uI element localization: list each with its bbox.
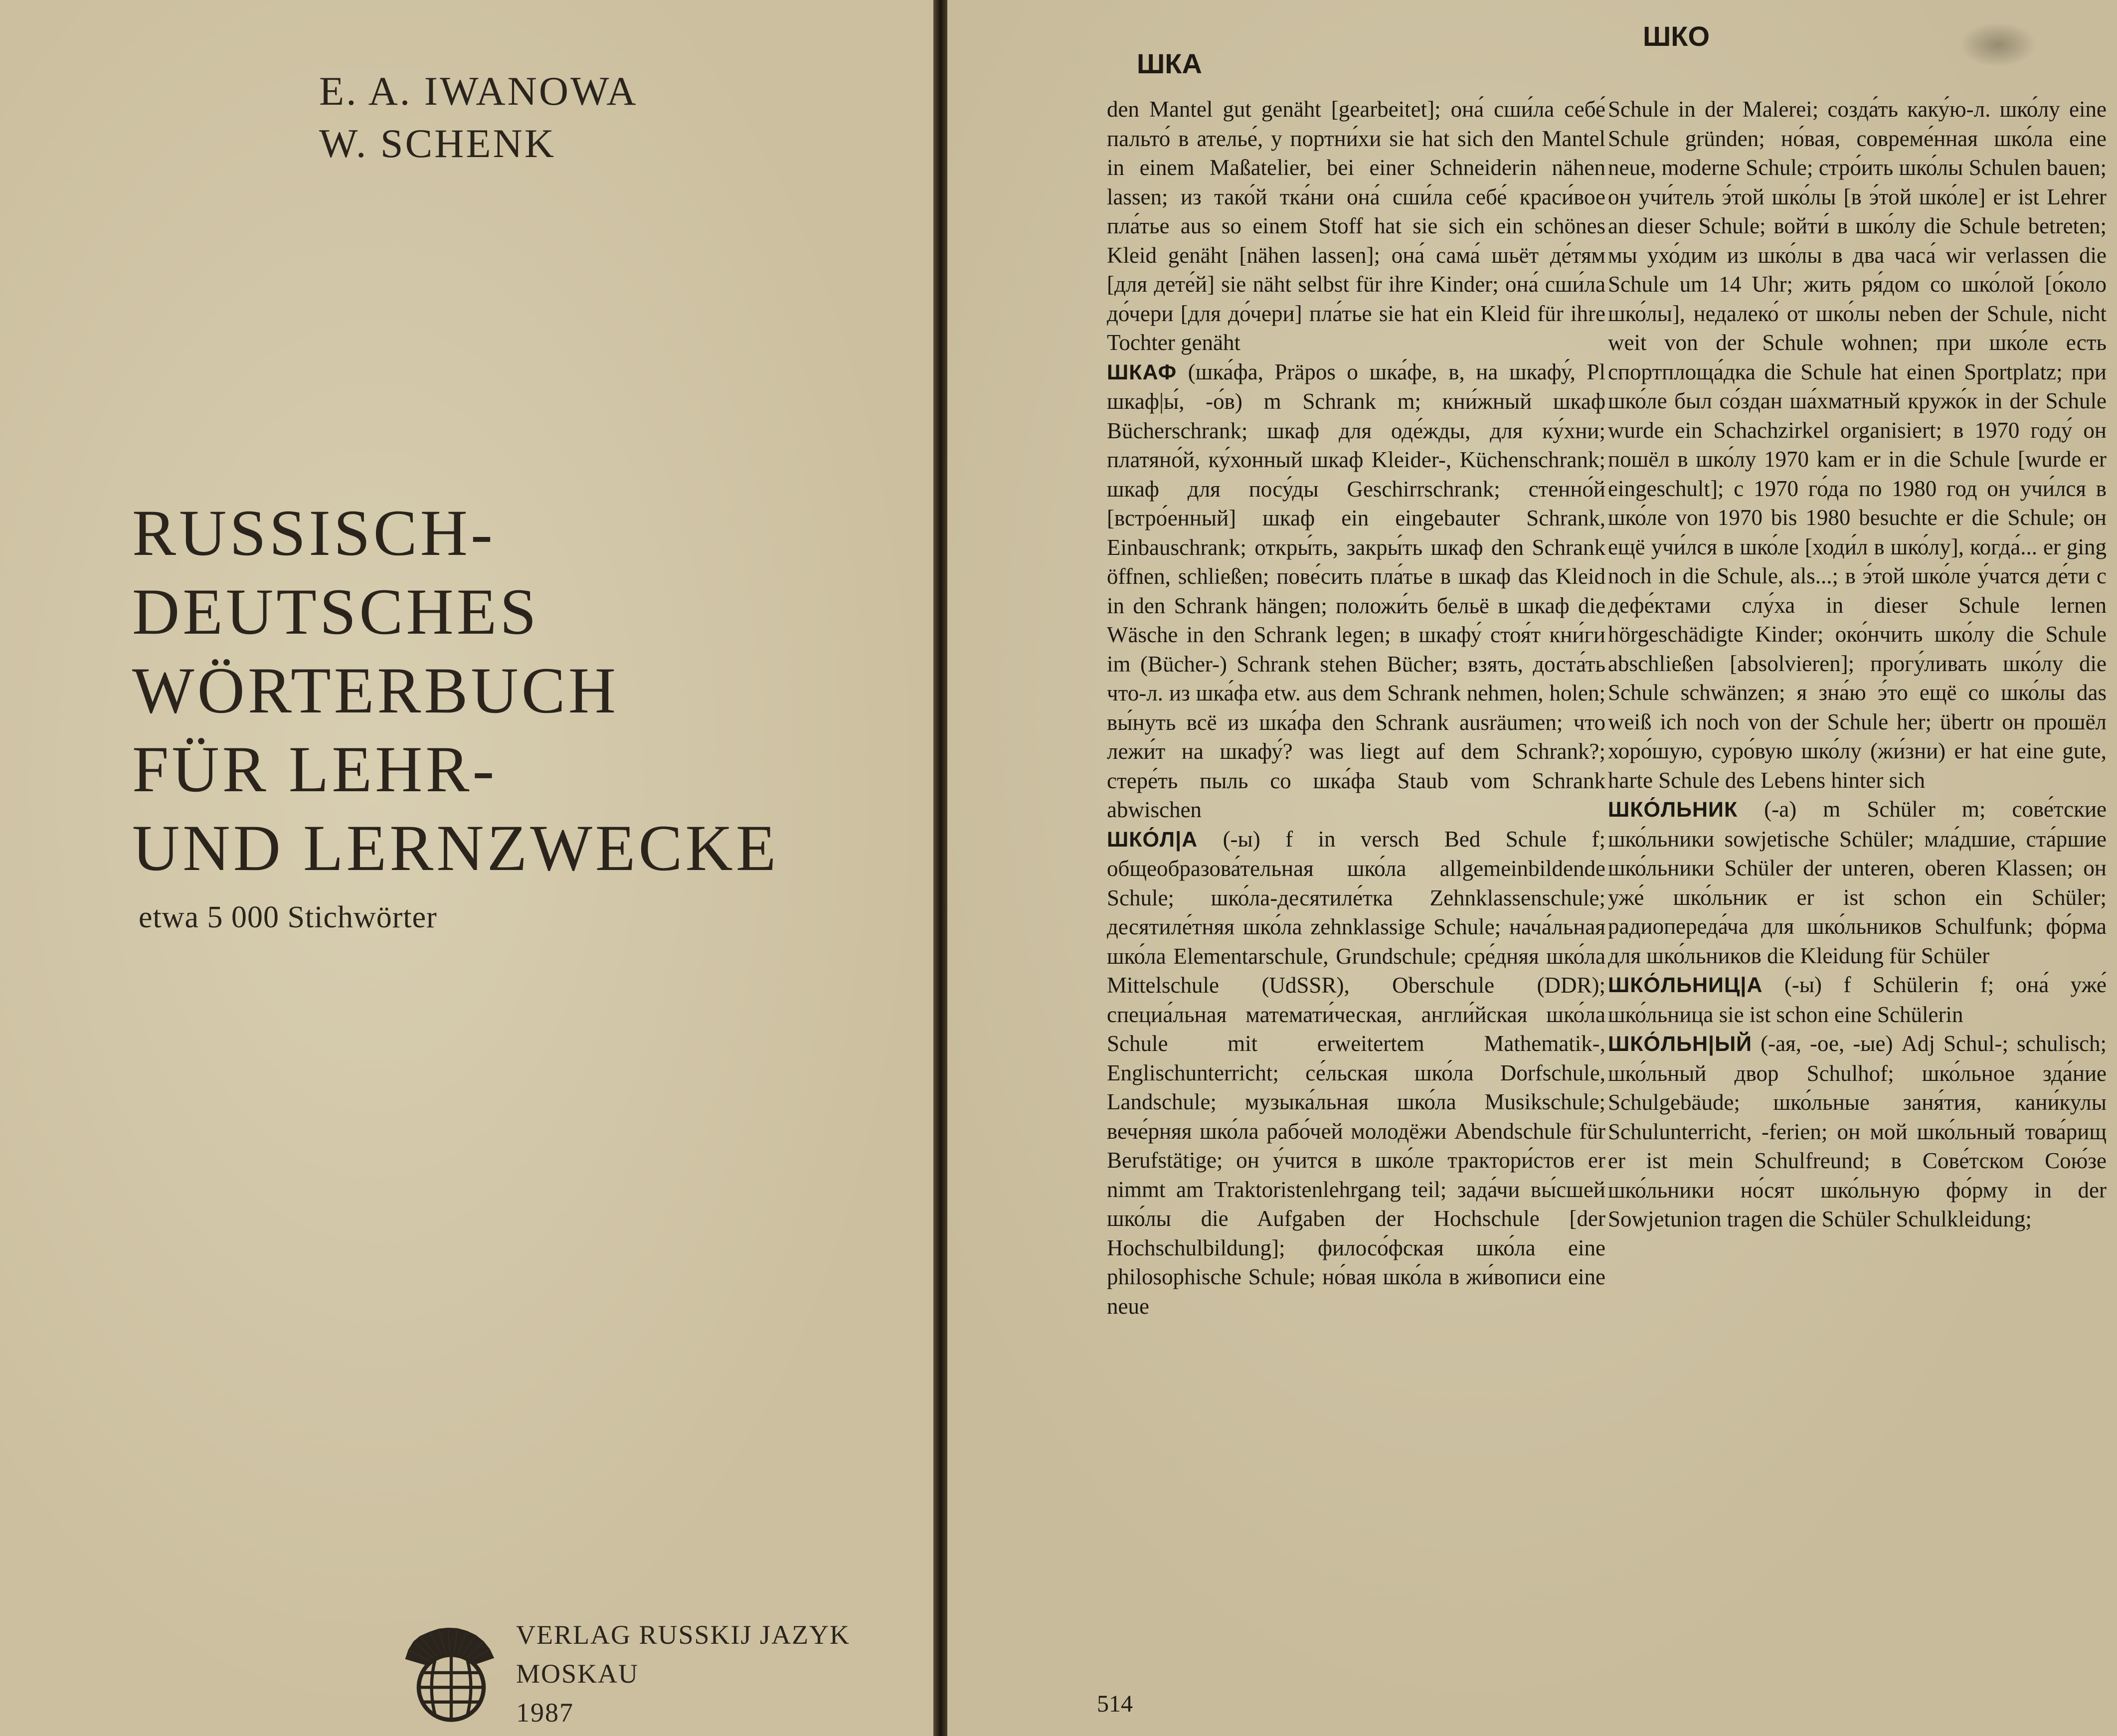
stamp-smudge bbox=[1959, 22, 2037, 67]
page-number: 514 bbox=[1097, 1691, 1133, 1717]
sunburst-globe-logo-icon bbox=[399, 1620, 504, 1725]
entry-continuation: Schule in der Malerei; созда́ть каку́ю-л. шко́лу eine Schule gründen; но́вая, совреме́нная шко́ла eine neue, moderne Schule; стро́ить шко́лы Schulen bauen; он учи́тель э́той шко́лы [в э́той шко́ле] er ist Lehrer an dieser Schule; войти́ в шко́лу die Schule betreten; мы ухо́дим из шко́лы в два часа́ wir verlassen die Schule um 14 Uhr; жить ря́дом со шко́лой [о́коло шко́лы], недалеко́ от шко́лы neben der Schule, nicht weit von der Schule wohnen; при шко́ле есть спортплоща́дка die Schule hat einen Sportplatz; при шко́ле был со́здан ша́хматный кружо́к in der Schule wurde ein Schachzirkel organisiert; в 1970 году́ он пошёл в шко́лу 1970 kam er in die Schule [wurde er eingeschult]; с 1970 го́да по 1980 год он учи́лся в шко́ле von 1970 bis 1980 besuchte er die Schule; он ещё учи́лся в шко́ле [ходи́л в шко́лу], когда́... er ging noch in die Schule, als...; в э́той шко́ле у́чатся де́ти с дефе́ктами слу́ха in dieser Schule lernen hörgeschädigte Kinder; око́нчить шко́лу die Schule abschließen [absolvieren]; прогу́ливать шко́лу die Schule schwänzen; я зна́ю э́то ещё со шко́лы das weiß ich noch von der Schule her; übertr он прошёл хоро́шую, суро́вую шко́лу (жи́зни) er hat eine gute, harte Schule des Lebens hinter sich bbox=[1608, 97, 2107, 793]
entry-shkolnik bbox=[1608, 795, 2107, 970]
title-line: FÜR LEHR- bbox=[132, 732, 498, 806]
book-subtitle: etwa 5 000 Stichwörter bbox=[139, 900, 437, 934]
authors bbox=[319, 65, 638, 170]
running-head-left: ШКА bbox=[1137, 48, 1202, 79]
left-column bbox=[1107, 95, 1605, 1321]
entry-text: (шка́фа, Präpos о шка́фе, в, на шкафу́, Pl шкаф|ы́, -о́в) m Schrank m; кни́жный шкаф Bücherschrank; шкаф для оде́жды, для ку́хни; платяно́й, ку́хонный шкаф Kleider-, Küchenschrank; шкаф для посу́ды Geschirrschrank; стенно́й [встро́енный] шкаф ein eingebauter Schrank, Einbauschrank; откры́ть, закры́ть шкаф den Schrank öffnen, schließen; пове́сить пла́тье в шкаф das Kleid in den Schrank hängen; положи́ть бельё в шкаф die Wäsche in den Schrank legen; в шкафу́ стоя́т кни́ги im (Bücher-) Schrank stehen Bücher; взять, доста́ть что-л. из шка́фа etw. aus dem Schrank nehmen, holen; вы́нуть всё из шка́фа den Schrank ausräumen; что лежи́т на шкафу́? was liegt auf dem Schrank?; стере́ть пыль со шка́фа Staub vom Schrank abwischen bbox=[1107, 359, 1605, 822]
title-page bbox=[0, 0, 933, 1736]
publisher-city: MOSKAU bbox=[516, 1659, 639, 1689]
headword: ШКО́ЛЬНИЦ|А bbox=[1608, 973, 1763, 997]
entry-text: (-ы) f Schülerin f; она́ уже́ шко́льница sie ist schon eine Schülerin bbox=[1608, 972, 2107, 1027]
entry-text: (-ы) f in versch Bed Schule f; общеобразова́тельная шко́ла allgemeinbildende Schule; шко́ла-десятиле́тка Zehnklassenschule; десятиле́тняя шко́ла zehnklassige Schule; нача́льная шко́ла Elementarschule, Grundschule; сре́дняя шко́ла Mittelschule (UdSSR), Oberschule (DDR); специа́льная математи́ческая, англи́йская шко́ла Schule mit erweitertem Mathematik-, Englischunterricht; се́льская шко́ла Dorfschule, Landschule; музыка́льная шко́ла Musikschule; вече́рняя шко́ла рабо́чей молодёжи Abendschule für Berufstätige; он у́чится в шко́ле трактори́стов er nimmt am Traktoristenlehrgang teil; зада́чи вы́сшей шко́лы die Aufgaben der Hochschule [der Hochschulbildung]; филосо́фская шко́ла eine philosophische Schule; но́вая шко́ла в жи́вописи eine neue bbox=[1107, 826, 1605, 1319]
headword: ШКО́Л|А bbox=[1107, 827, 1198, 852]
title-line: UND LERNZWECKE bbox=[132, 811, 779, 884]
book-gutter bbox=[933, 0, 947, 1736]
entry-shkolnica bbox=[1608, 970, 2107, 1029]
headword: ШКО́ЛЬНИК bbox=[1608, 798, 1738, 822]
author-2: W. SCHENK bbox=[319, 121, 556, 166]
publisher-text bbox=[516, 1615, 850, 1732]
right-column bbox=[1608, 95, 2107, 1234]
publication-year: 1987 bbox=[516, 1698, 574, 1728]
title-line: DEUTSCHES bbox=[132, 575, 539, 648]
entry-text: (-а) m Schüler m; сове́тские шко́льники sowjetische Schüler; мла́дшие, ста́ршие шко́льники Schüler der unteren, oberen Klassen; он уже́ шко́льник er ist schon ein Schüler; радиопереда́ча для шко́льников Schulfunk; фо́рма для шко́льников die Kleidung für Schüler bbox=[1608, 797, 2107, 968]
book-title bbox=[132, 494, 779, 887]
entry-continuation: den Mantel gut genäht [gearbeitet]; она́ сши́ла себе́ пальто́ в ателье́, у портни́хи sie hat sich den Mantel in einem Maßatelier, bei einer Schneiderin nähen lassen; из тако́й тка́ни она́ сши́ла себе́ краси́вое пла́тье aus so einem Stoff hat sie sich ein schönes Kleid genäht [nähen lassen]; она́ сама́ шьёт де́тям [для дете́й] sie näht selbst für ihre Kinder; она́ сши́ла до́чери [для до́чери] пла́тье sie hat ein Kleid für ihre Tochter genäht bbox=[1107, 97, 1605, 355]
entry-shkaf bbox=[1107, 357, 1605, 825]
dictionary-page bbox=[947, 0, 2117, 1736]
headword: ШКАФ bbox=[1107, 360, 1177, 384]
publisher-name: VERLAG RUSSKIJ JAZYK bbox=[516, 1620, 851, 1650]
headword: ШКО́ЛЬН|ЫЙ bbox=[1608, 1032, 1753, 1056]
running-head-right: ШКО bbox=[1643, 20, 1710, 52]
entry-shkolny bbox=[1608, 1029, 2107, 1234]
title-line: WÖRTERBUCH bbox=[132, 654, 619, 727]
title-line: RUSSISCH- bbox=[132, 496, 496, 569]
entry-text: (-ая, -ое, -ые) Adj Schul-; schulisch; шко́льный двор Schulhof; шко́льное зда́ние Schulgebäude; шко́льные заня́тия, кани́кулы Schulunterricht, -ferien; он мой шко́льный това́рищ er ist mein Schulfreund; в Сове́тском Сою́зе шко́льники но́сят шко́льную фо́рму in der Sowjetunion tragen die Schüler Schulkleidung; bbox=[1608, 1031, 2107, 1231]
author-1: E. A. IWANOWA bbox=[319, 68, 638, 114]
entry-shkola bbox=[1107, 825, 1605, 1321]
